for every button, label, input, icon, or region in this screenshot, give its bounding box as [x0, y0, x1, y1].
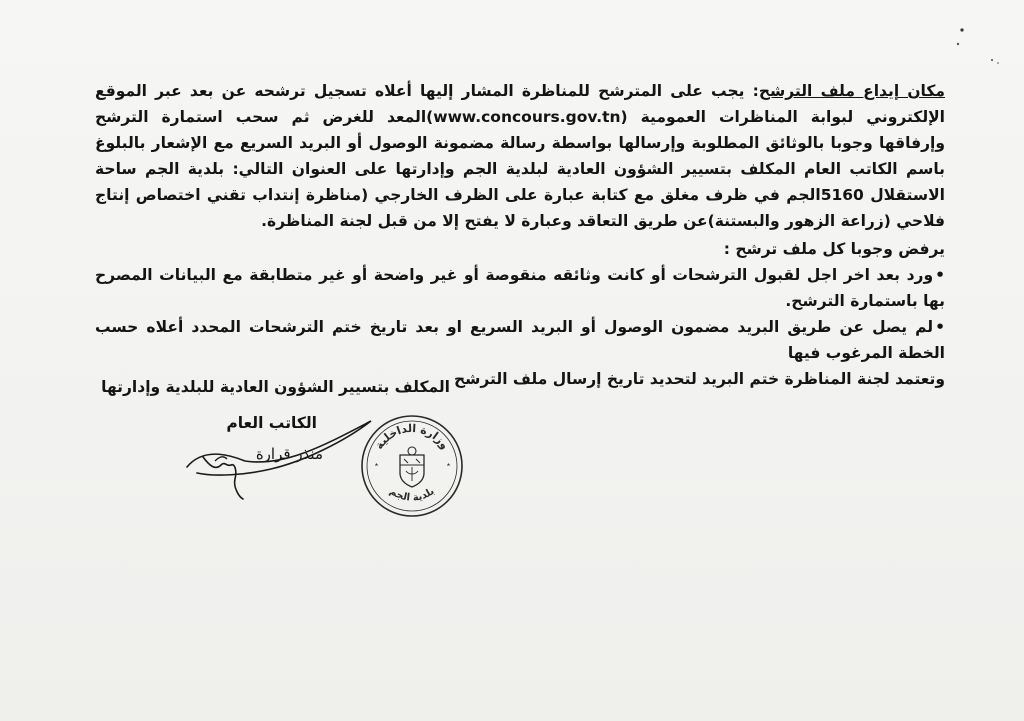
paragraph-body-2: )المعد للغرض ثم سحب استمارة الترشح وإرفاقها وجوبا بالوثائق المطلوبة وإرسالها بواسطة رسالة مضمونة الوصول أو البريد السريع مع الإشعار بالبلوغ باسم الكاتب العام المكلف بتسيير الشؤون العادية لبلدية الجم وإدارتها على العنوان التالي: بلدية الجم ساحة الاستقلال 5160الجم في ظرف مغلق مع كتابة عبارة على الظرف الخارجي (مناظرة إنتداب تقني اختصاص إنتاج فلاحي (زراعة الزهور والبستنة)عن طريق التعاقد وعبارة لا يفتح إلا من قبل لجنة المناظرة.: [95, 108, 945, 230]
paragraph-heading: مكان إيداع ملف الترشح: [758, 82, 945, 100]
svg-text:بلدية الجم: [387, 486, 436, 504]
rejection-item-1: [95, 262, 945, 314]
signatory-role: الكاتب العام: [226, 414, 317, 432]
handwritten-signature: [175, 405, 385, 505]
portal-url: www.concours.gov.tn: [433, 108, 621, 126]
rejection-item-1-text: ورد بعد اخر اجل لقبول الترشحات أو كانت وثائقه منقوصة أو غير واضحة أو غير متطابقة مع البيانات المصرح بها باستمارة الترشح.: [95, 266, 945, 310]
paragraph-body: : يجب على المترشح للمناظرة المشار إليها أعلاه تسجيل ترشحه عن بعد عبر الموقع الإلكتروني لبوابة المناظرات العمومية (: [95, 82, 945, 126]
rejection-list-title: يرفض وجوبا كل ملف ترشح :: [723, 240, 945, 258]
coat-of-arms-emblem: [400, 447, 424, 487]
stamp-star-icon: [375, 463, 450, 466]
signatory-title: المكلف بتسيير الشؤون العادية للبلدية وإدارتها: [101, 378, 450, 396]
signatory-name: منذر قرارة: [255, 445, 323, 463]
stamp-bottom-text: بلدية الجم: [387, 485, 437, 504]
rejection-item-2: [95, 314, 945, 366]
rejection-item-2-text: لم يصل عن طريق البريد مضمون الوصول أو البريد السريع او بعد تاريخ ختم الترشحات المحدد أعلاه حسب الخطة المرغوب فيها: [95, 318, 945, 362]
paper-specks: [940, 18, 1010, 78]
closing-line: وتعتمد لجنة المناظرة ختم البريد لتحديد تاريخ إرسال ملف الترشح: [454, 370, 945, 388]
official-stamp: [359, 413, 465, 519]
document-body: [95, 78, 945, 392]
stamp-top-text: وزارة الداخلية: [372, 421, 452, 452]
main-paragraph: [95, 78, 945, 234]
